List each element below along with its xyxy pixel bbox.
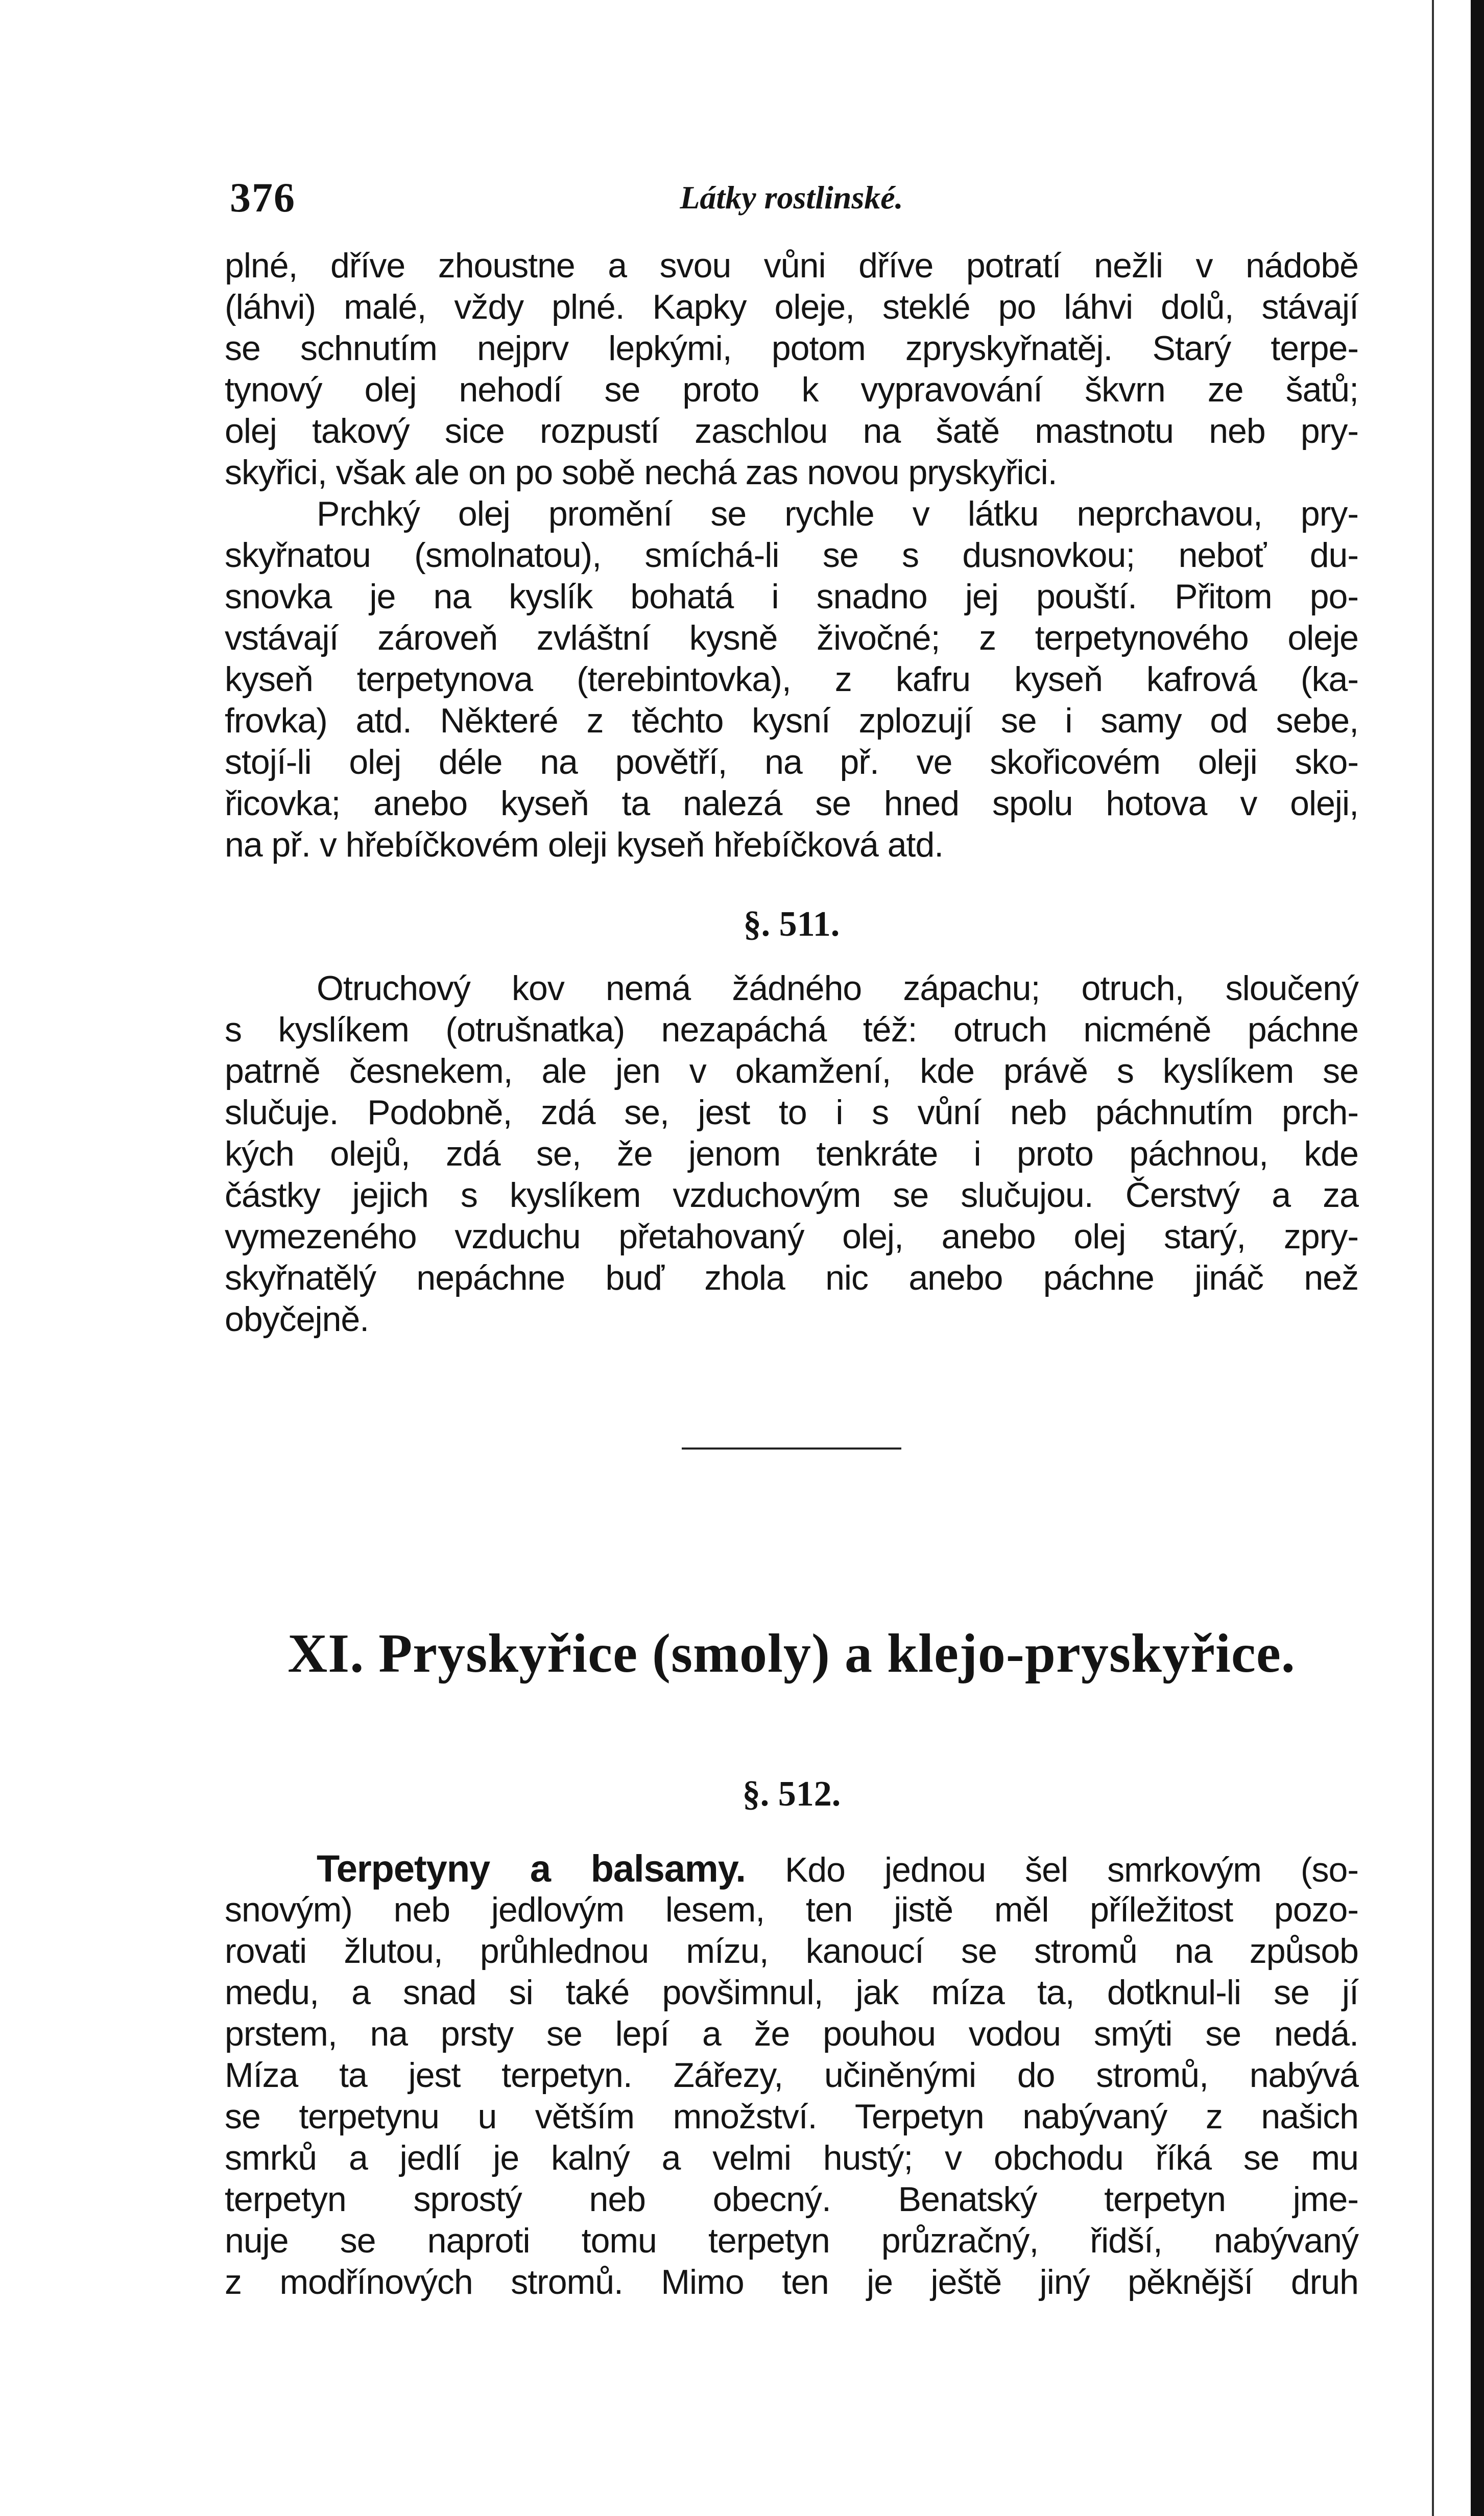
page-number: 376 [230, 174, 296, 221]
text-line: na př. v hřebíčkovém oleji kyseň hřebíčková atd. [225, 825, 944, 864]
running-title: Látky rostlinské. [680, 179, 903, 216]
page-fold-line [1432, 0, 1434, 2516]
text-line: obyčejně. [225, 1300, 369, 1339]
text-line: smrků a jedlí je kalný a velmi hustý; v obchodu říká se mu [225, 2139, 1358, 2177]
book-page [225, 163, 1358, 2303]
section-divider [682, 1447, 901, 1450]
paragraph-2 [225, 493, 1358, 866]
text-line: prstem, na prsty se lepí a že pouhou vodou smýti se nedá. [225, 2014, 1358, 2053]
text-line: (láhvi) malé, vždy plné. Kapky oleje, steklé po láhvi dolů, stávají [225, 288, 1358, 326]
text-line: částky jejich s kyslíkem vzduchovým se slučujou. Čerstvý a za [225, 1176, 1358, 1215]
text-line: frovka) atd. Některé z těchto kysní zplozují se i samy od sebe, [225, 701, 1358, 740]
text-line: terpetyn sprostý neb obecný. Benatský terpetyn jme- [225, 2180, 1358, 2219]
section-number-511: §. 511. [743, 905, 840, 944]
text-line: nuje se naproti tomu terpetyn průzračný, řidší, nabývaný [225, 2221, 1358, 2260]
text-line: vymezeného vzduchu přetahovaný olej, anebo olej starý, zpry- [225, 1217, 1358, 1256]
text-line: Otruchový kov nemá žádného zápachu; otruch, sloučený [317, 969, 1358, 1008]
text-line: se schnutím nejprv lepkými, potom zpryskyřnatěj. Starý terpe- [225, 329, 1358, 368]
text-line: kých olejů, zdá se, že jenom tenkráte i proto páchnou, kde [225, 1134, 1358, 1173]
text-line: slučuje. Podobně, zdá se, jest to i s vůní neb páchnutím prch- [225, 1093, 1358, 1132]
text-line: skyřnatělý nepáchne buď zhola nic anebo páchne jináč než [225, 1259, 1358, 1297]
section-511-text [225, 968, 1358, 1340]
text-line: Prchký olej promění se rychle v látku neprchavou, pry- [317, 494, 1358, 533]
text-line: tynový olej nehodí se proto k vypravování škvrn ze šatů; [225, 370, 1358, 409]
text-line: plné, dříve zhoustne a svou vůni dříve potratí nežli v nádobě [225, 246, 1358, 285]
page-edge [1471, 0, 1484, 2516]
lead-term: Terpetyny a balsamy. [317, 1847, 746, 1890]
text-line: snovým) neb jedlovým lesem, ten jistě měl příležitost pozo- [225, 1890, 1358, 1929]
chapter-heading: XI. Pryskyřice (smoly) a klejo-pryskyřice. [288, 1623, 1296, 1684]
text-line: olej takový sice rozpustí zaschlou na šatě mastnotu neb pry- [225, 412, 1358, 450]
text-line: kyseň terpetynova (terebintovka), z kafru kyseň kafrová (ka- [225, 660, 1358, 699]
text-line: Míza ta jest terpetyn. Zářezy, učiněnými do stromů, nabývá [225, 2056, 1358, 2095]
text-line: s kyslíkem (otrušnatka) nezapáchá též: otruch nicméně páchne [225, 1010, 1358, 1049]
text-line: z modřínových stromů. Mimo ten je ještě jiný pěknější druh [225, 2263, 1358, 2301]
section-number-512: §. 512. [742, 1774, 841, 1814]
section-512-text [225, 1848, 1358, 2303]
text-line: řicovka; anebo kyseň ta nalezá se hned spolu hotova v oleji, [225, 784, 1358, 823]
running-head [225, 163, 1358, 245]
lead-line-rest: Kdo jednou šel smrkovým (so- [745, 1850, 1358, 1889]
text-line: skyřnatou (smolnatou), smíchá-li se s dusnovkou; neboť du- [225, 536, 1358, 575]
text-line: rovati žlutou, průhlednou mízu, kanoucí se stromů na způsob [225, 1932, 1358, 1971]
paragraph-1 [225, 245, 1358, 493]
text-line: stojí-li olej déle na povětří, na př. ve skořicovém oleji sko- [225, 743, 1358, 781]
text-line: se terpetynu u větším množství. Terpetyn nabývaný z našich [225, 2097, 1358, 2136]
text-line: patrně česnekem, ale jen v okamžení, kde právě s kyslíkem se [225, 1052, 1358, 1090]
text-line: snovka je na kyslík bohatá i snadno jej pouští. Přitom po- [225, 577, 1358, 616]
text-line: skyřici, však ale on po sobě nechá zas novou pryskyřici. [225, 453, 1057, 492]
text-line: vstávají zároveň zvláštní kysně živočné; z terpetynového oleje [225, 619, 1358, 657]
text-line: medu, a snad si také povšimnul, jak míza ta, dotknul-li se jí [225, 1973, 1358, 2012]
text-line-lead [225, 1848, 1358, 1889]
